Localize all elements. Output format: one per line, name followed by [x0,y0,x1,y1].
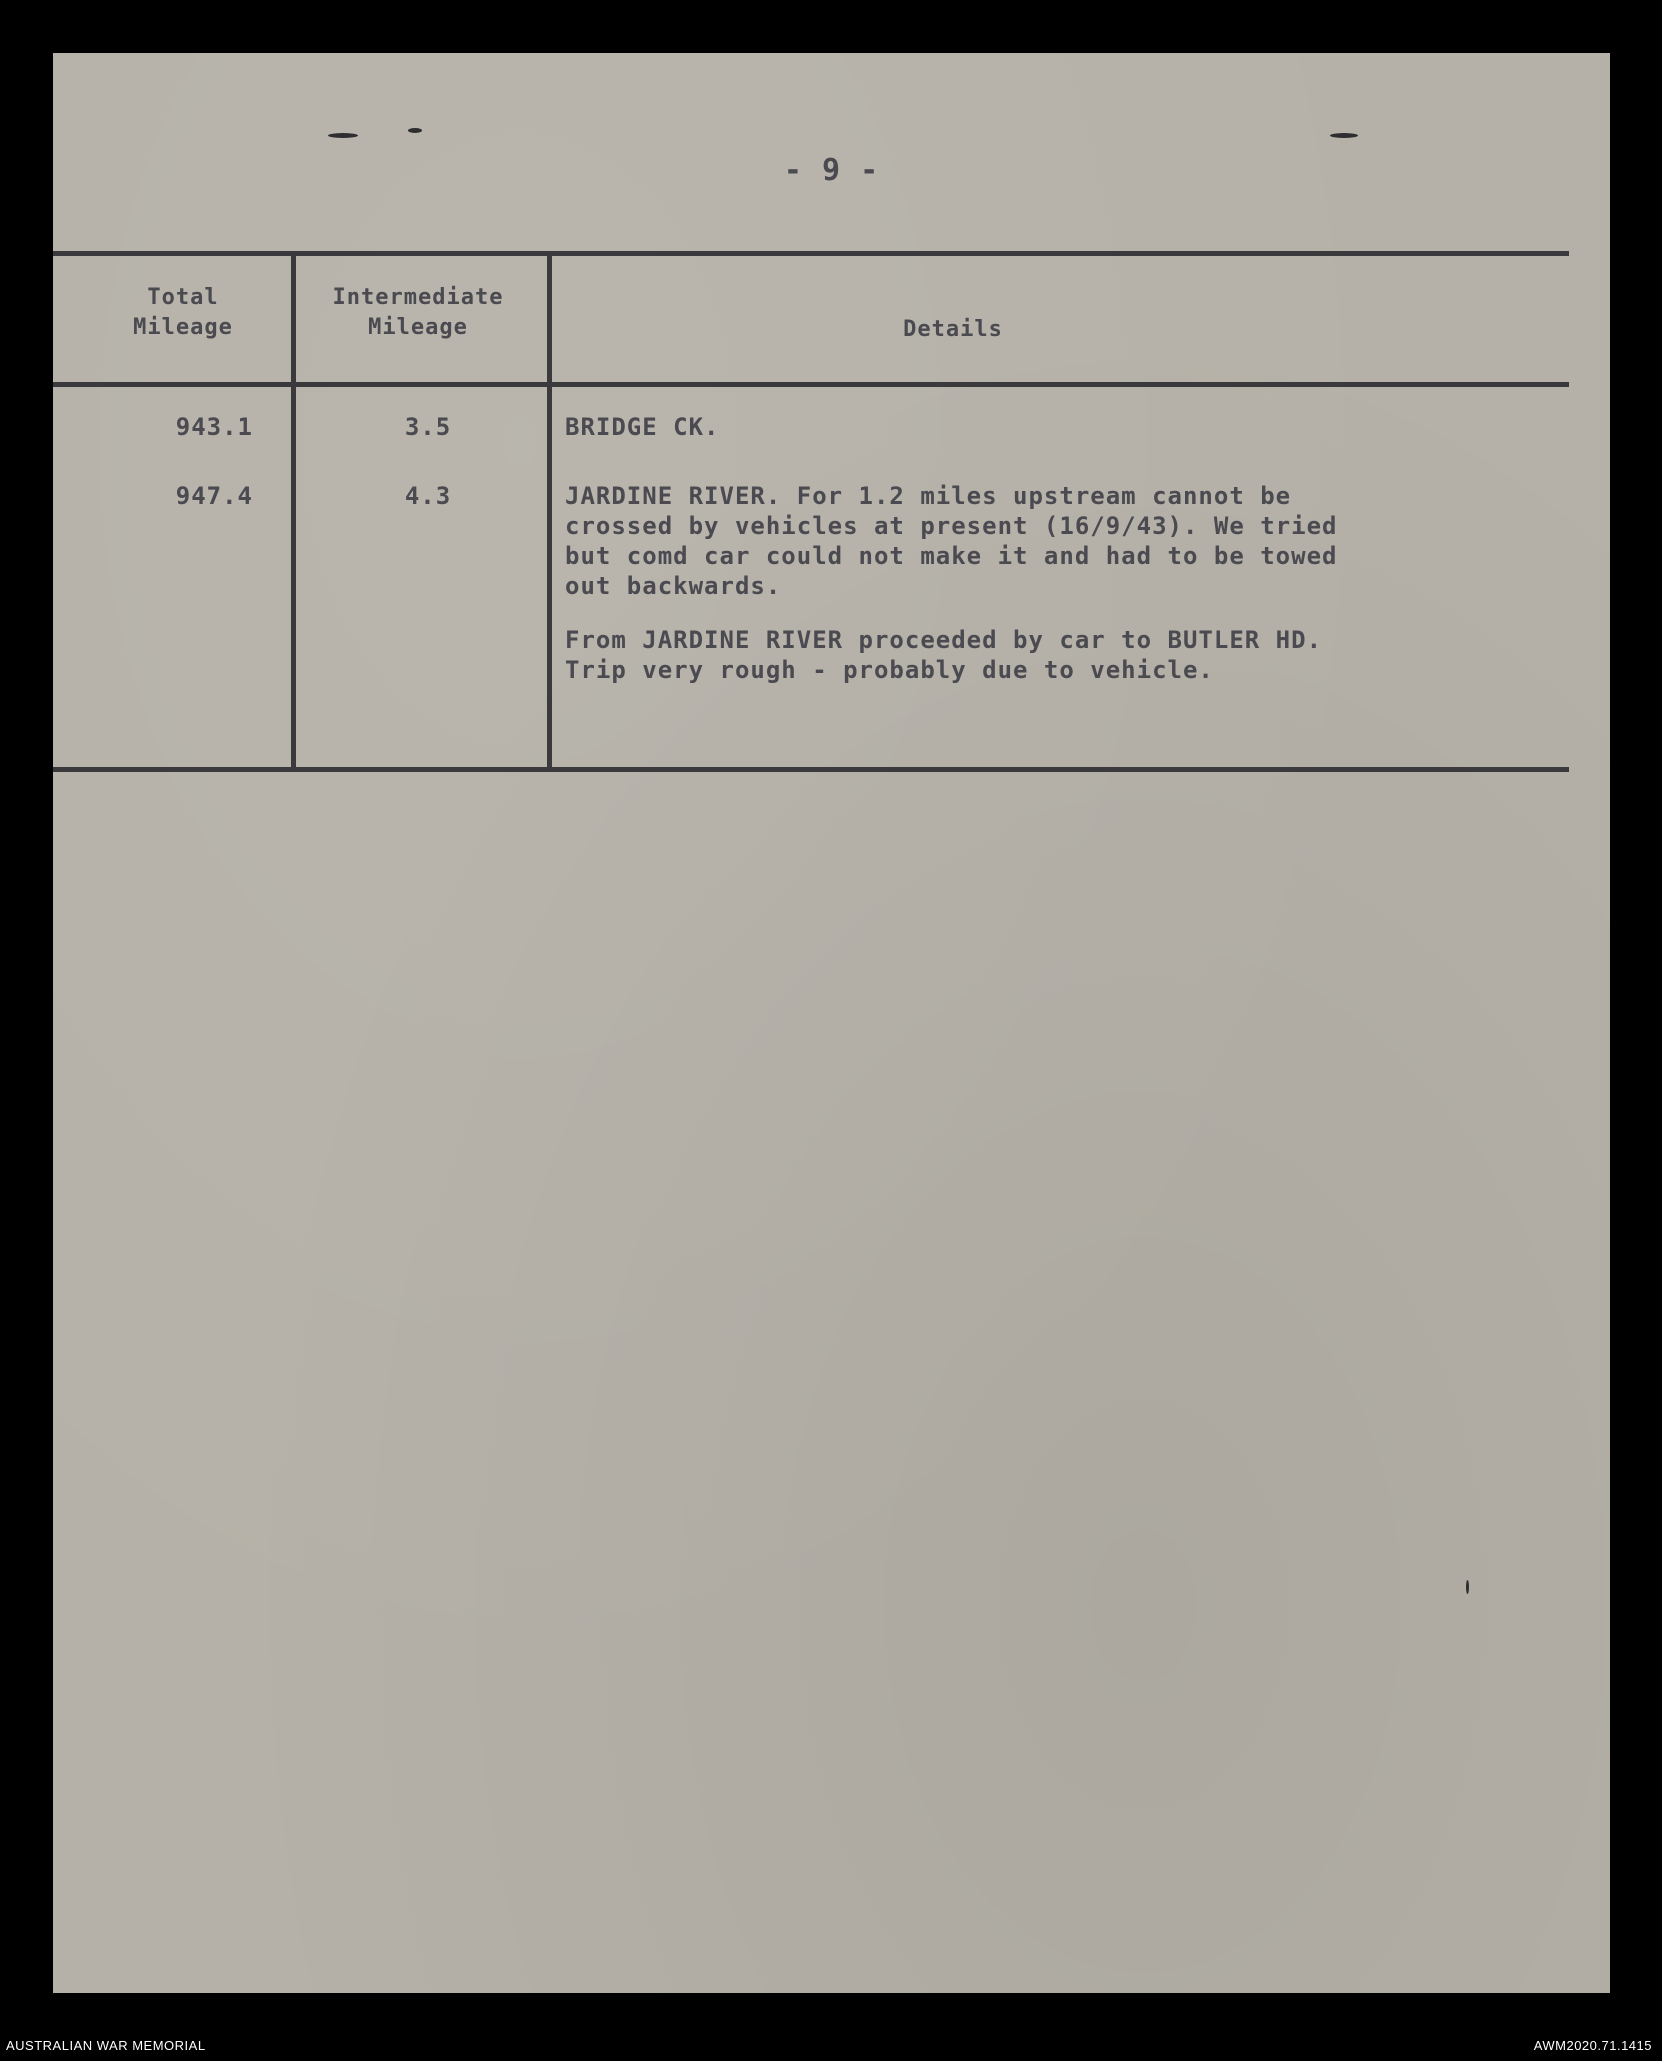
details-paragraph: JARDINE RIVER. For 1.2 miles upstream cannot be crossed by vehicles at present (16/9/43). We tried but comd car could not make it and had to be towed out backwards. [565,482,1338,600]
table-rule-top [53,251,1569,256]
intermediate-mileage-cell: 4.3 [404,482,452,510]
table-rule-bottom [53,767,1569,772]
archive-credit: AUSTRALIAN WAR MEMORIAL [6,2038,206,2053]
ink-speck [408,128,422,133]
header-intermediate-mileage: Intermediate Mileage [332,285,504,340]
document-page [53,53,1610,1993]
intermediate-mileage-cell: 3.5 [404,413,452,441]
header-total-mileage: Total Mileage [133,285,233,340]
details-cell [565,481,1565,709]
details-paragraph: From JARDINE RIVER proceeded by car to BUTLER HD. Trip very rough - probably due to vehicle. [565,626,1323,684]
page-number: - 9 - [783,153,880,188]
ink-speck [1330,133,1358,138]
ink-speck [1466,1580,1469,1594]
archive-reference: AWM2020.71.1415 [1533,2038,1652,2053]
details-paragraph: BRIDGE CK. [565,413,720,441]
table-divider-2 [547,251,552,772]
total-mileage-cell: 943.1 [175,413,253,441]
total-mileage-cell: 947.4 [175,482,253,510]
ink-speck [328,133,358,138]
table-rule-header [53,382,1569,387]
details-cell [565,412,1565,466]
header-details: Details [903,317,1003,342]
